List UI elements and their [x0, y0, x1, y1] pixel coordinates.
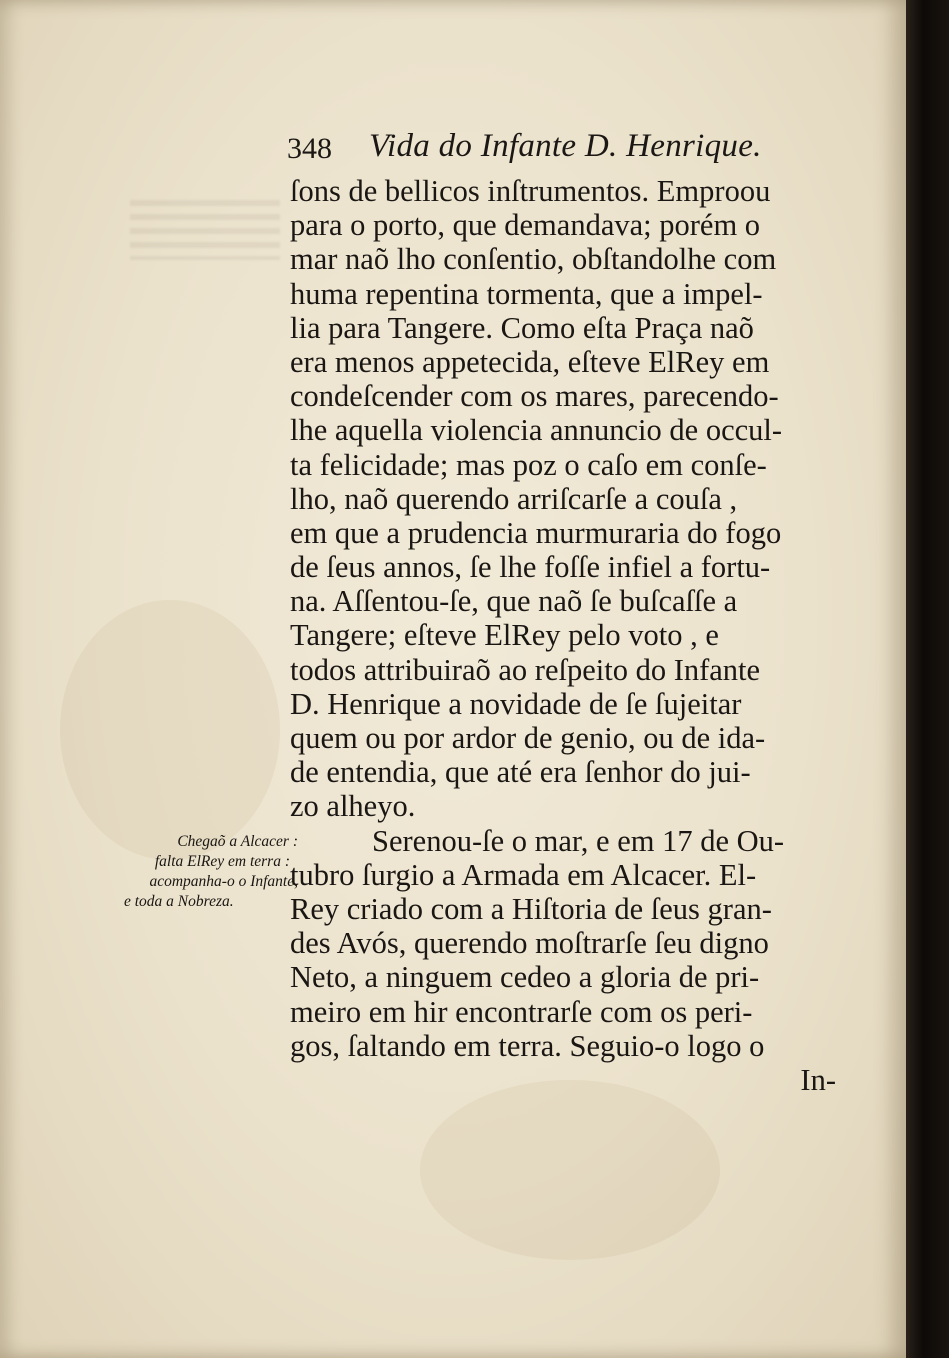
running-head: Vida do Infante D. Henrique.: [369, 128, 762, 164]
marginal-note-line: Chegaõ a Alcacer :: [177, 833, 298, 850]
paper-stain: [60, 600, 280, 860]
text-line: todos attribuiraõ ao reſpeito do Infante: [290, 652, 761, 687]
text-line: condeſcender com os mares, parecendo-: [290, 379, 779, 414]
book-binding-edge: [906, 0, 949, 1358]
text-line: zo alheyo.: [290, 789, 416, 824]
text-line: de ſeus annos, ſe lhe foſſe infiel a fortu-: [290, 550, 771, 585]
marginal-note-line: falta ElRey em terra :: [154, 853, 290, 870]
text-line: em que a prudencia murmuraria do fogo: [290, 515, 782, 550]
text-line: D. Henrique a novidade de ſe ſujeitar: [290, 686, 742, 721]
text-line: era menos appetecida, eſteve ElRey em: [290, 344, 770, 379]
text-line: mar naõ lho conſentio, obſtandolhe com: [290, 242, 777, 277]
page-header: [287, 128, 847, 172]
paragraph-first-line: Serenou-ſe o mar, e em 17 de Ou-: [372, 823, 785, 858]
catchword: In-: [800, 1062, 836, 1097]
text-line: ta felicidade; mas poz o caſo em conſe-: [290, 447, 767, 482]
text-line: tubro ſurgio a Armada em Alcacer. El-: [290, 857, 757, 892]
text-line: lhe aquella violencia annuncio de occul-: [290, 413, 783, 448]
text-line: Neto, a ninguem cedeo a gloria de pri-: [290, 960, 760, 995]
marginal-note-line: acompanha-o o Infante,: [149, 873, 298, 890]
text-line: des Avós, querendo moſtrarſe ſeu digno: [290, 926, 769, 961]
text-line: meiro em hir encontrarſe com os peri-: [290, 994, 753, 1029]
text-line: lho, naõ querendo arriſcarſe a couſa ,: [290, 481, 738, 516]
text-line: Rey criado com a Hiſtoria de ſeus gran-: [290, 891, 772, 926]
text-line: de entendia, que até era ſenhor do jui-: [290, 755, 751, 790]
page-number: 348: [287, 132, 332, 165]
text-line: huma repentina tormenta, que a impel-: [290, 276, 763, 311]
text-line: para o porto, que demandava; porém o: [290, 208, 761, 243]
bleed-through-text: [130, 200, 280, 260]
marginal-note: [118, 832, 298, 912]
text-line: quem ou por ardor de genio, ou de ida-: [290, 721, 766, 755]
text-line: Tangere; eſteve ElRey pelo voto , e: [290, 618, 719, 653]
body-text: [290, 174, 850, 1097]
text-line: gos, ſaltando em terra. Seguio-o logo o: [290, 1028, 765, 1063]
paper-stain: [420, 1080, 720, 1260]
text-line: ſons de bellicos inſtrumentos. Emproou: [290, 174, 771, 208]
text-line: lia para Tangere. Como eſta Praça naõ: [290, 310, 754, 345]
text-line: na. Aſſentou-ſe, que naõ ſe buſcaſſe a: [290, 584, 738, 619]
marginal-note-line: e toda a Nobreza.: [124, 893, 234, 910]
